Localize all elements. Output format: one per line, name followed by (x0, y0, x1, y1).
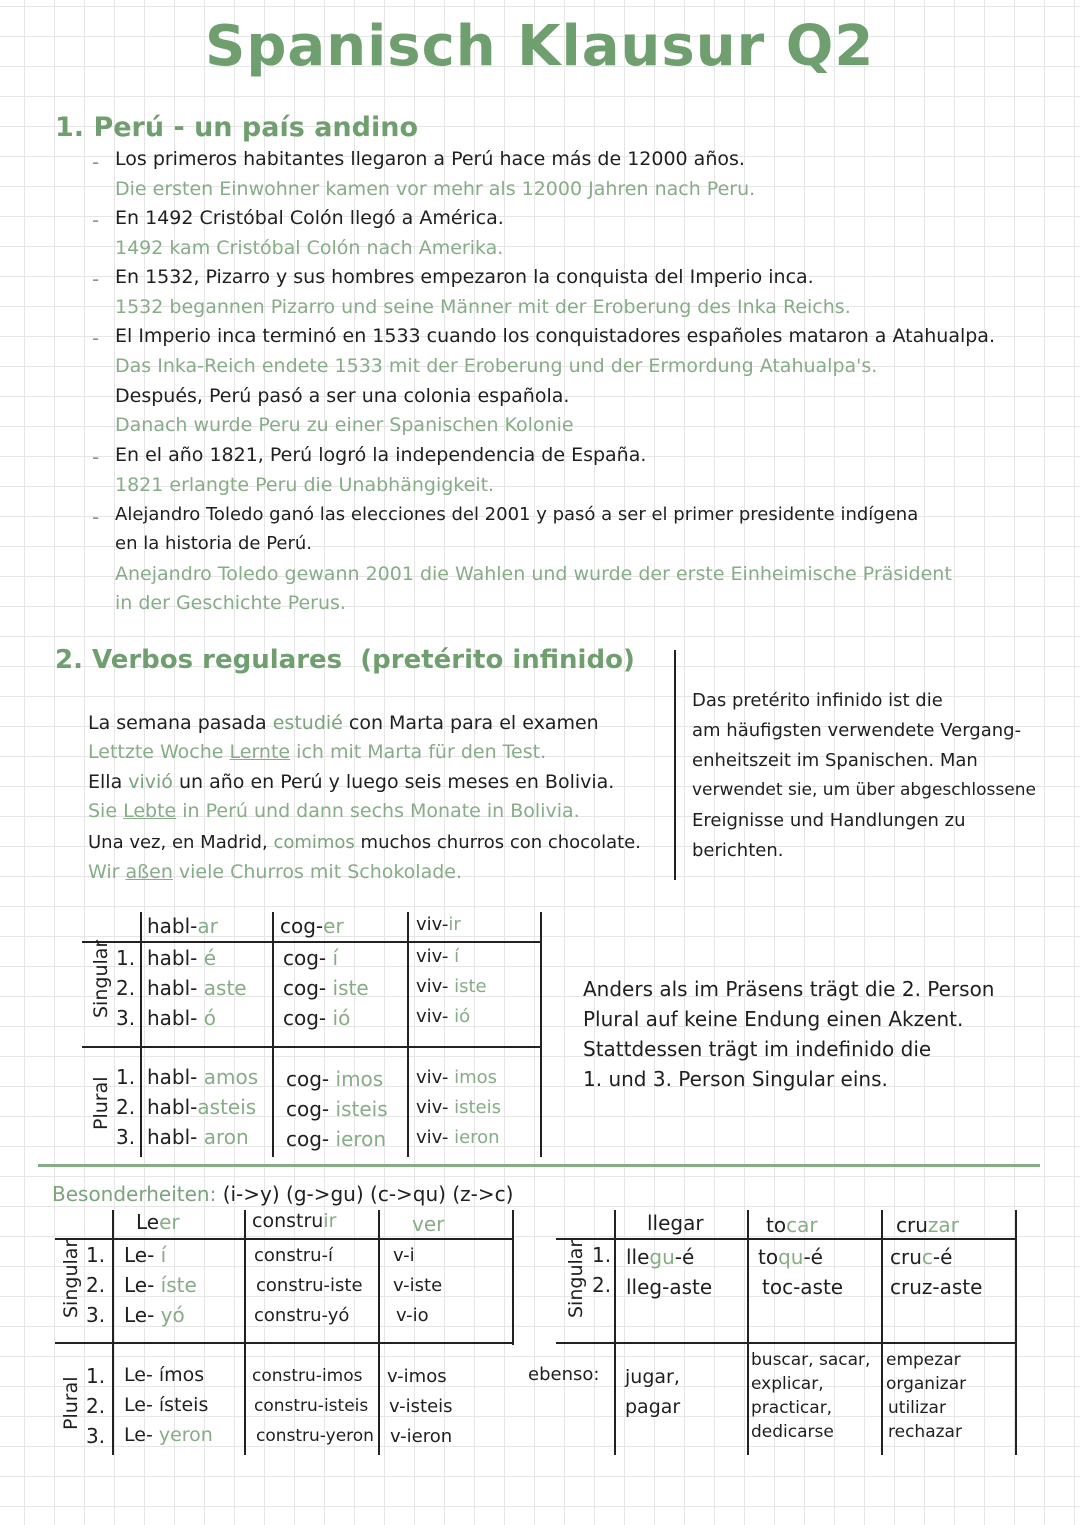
list-item-es: En 1532, Pizarro y sus hombres empezaron la conquista del Imperio inca. (115, 266, 814, 288)
table-cell: cog- í (283, 946, 339, 970)
person-number: 2. (116, 1095, 136, 1119)
table-cell: cog- imos (286, 1067, 384, 1091)
bullet-dash: - (92, 267, 100, 291)
accent-note-line: Anders als im Präsens trägt die 2. Person (583, 977, 995, 1001)
person-number: 1. (116, 946, 136, 970)
list-item-es: En 1492 Cristóbal Colón llegó a América. (115, 207, 504, 229)
table-line (614, 1210, 616, 1455)
example-sentence: La semana pasada estudié con Marta para el examen (88, 712, 599, 734)
table-cell: cruc-é (890, 1245, 953, 1269)
table-cell: v-io (396, 1305, 429, 1326)
table-line (244, 1210, 246, 1455)
section1-heading: 1. Perú - un país andino (55, 112, 418, 143)
table-cell: cruz-aste (890, 1275, 983, 1299)
table-cell: cog- ieron (286, 1127, 387, 1151)
list-item-es: Alejandro Toledo ganó las elecciones del 2001 y pasó a ser el primer presidente indígena (115, 504, 919, 525)
table-cell: Le- íste (124, 1273, 197, 1297)
header-cell: construir (252, 1210, 337, 1232)
divider (674, 650, 676, 880)
side-note-line: verwendet sie, um über abgeschlossene (692, 780, 1036, 800)
table-cell: jugar, (625, 1366, 680, 1388)
bullet-dash: - (92, 505, 100, 529)
list-item-es: Después, Perú pasó a ser una colonia española. (115, 385, 570, 407)
example-sentence: Ella vivió un año en Perú y luego seis meses en Bolivia. (88, 771, 615, 793)
person-number: 2. (86, 1273, 106, 1297)
table-cell: v-i (393, 1245, 415, 1266)
table-line (272, 912, 274, 1157)
side-note-line: enheitszeit im Spanischen. Man (692, 750, 978, 771)
example-translation: Sie Lebte in Perú und dann sechs Monate in Bolivia. (88, 800, 580, 822)
table-cell: v-iste (393, 1275, 443, 1296)
list-item-es: en la historia de Perú. (115, 533, 313, 554)
singular-label: Singular (60, 1239, 82, 1318)
table-cell: constru-iste (256, 1275, 363, 1296)
table-line (82, 941, 542, 943)
section3-heading: Besonderheiten: (i->y) (g->gu) (c->qu) (z->c) (52, 1182, 514, 1206)
example-sentence: Una vez, en Madrid, comimos muchos churros con chocolate. (88, 832, 641, 853)
header-cell: habl-ar (147, 914, 218, 938)
table-cell: empezar (886, 1350, 961, 1370)
list-item-de: 1821 erlangte Peru die Unabhängigkeit. (115, 474, 495, 496)
person-number: 2. (116, 976, 136, 1000)
table-line (512, 1210, 514, 1345)
table-cell: viv- ió (416, 1006, 471, 1027)
table-cell: habl- ó (147, 1006, 217, 1030)
table-cell: cog- iste (283, 976, 369, 1000)
list-item-de: Das Inka-Reich endete 1533 mit der Eroberung und der Ermordung Atahualpa's. (115, 355, 878, 377)
header-cell: llegar (647, 1211, 704, 1235)
table-cell: cog- isteis (286, 1097, 388, 1121)
person-number: 1. (592, 1243, 612, 1267)
bullet-dash: - (92, 208, 100, 232)
example-translation: Wir aßen viele Churros mit Schokolade. (88, 861, 463, 883)
table-cell: llegu-é (626, 1245, 695, 1269)
list-item-de: in der Geschichte Perus. (115, 592, 346, 614)
person-number: 3. (116, 1006, 136, 1030)
table-cell: toc-aste (762, 1275, 844, 1299)
list-item-de: 1532 begannen Pizarro und seine Männer mit der Eroberung des Inka Reichs. (115, 296, 851, 318)
table-line (55, 1342, 513, 1344)
page-title: Spanisch Klausur Q2 (205, 14, 875, 79)
table-cell: Le- yeron (124, 1424, 213, 1446)
person-number: 2. (86, 1394, 106, 1418)
table-cell: constru-isteis (254, 1396, 369, 1416)
person-number: 3. (116, 1125, 136, 1149)
table-cell: practicar, (751, 1398, 833, 1418)
table-cell: pagar (625, 1396, 681, 1418)
table-line (540, 912, 542, 1157)
person-number: 3. (86, 1303, 106, 1327)
table-cell: rechazar (888, 1422, 962, 1442)
header-cell: cog-er (280, 914, 344, 938)
list-item-es: El Imperio inca terminó en 1533 cuando los conquistadores españoles mataron a Atahualpa. (115, 325, 995, 347)
plural-label: Plural (90, 1076, 112, 1130)
header-cell: Leer (136, 1210, 180, 1234)
table-cell: v-imos (387, 1366, 447, 1387)
table-cell: v-isteis (389, 1396, 453, 1417)
table-line (881, 1210, 883, 1455)
header-cell: viv-ir (416, 914, 461, 935)
table-cell: habl-asteis (147, 1095, 257, 1119)
list-item-de: 1492 kam Cristóbal Colón nach Amerika. (115, 237, 504, 259)
section2-heading: 2. Verbos regulares (pretérito infinido) (55, 645, 635, 675)
bullet-dash: - (92, 150, 100, 174)
singular-label: Singular (565, 1239, 587, 1318)
person-number: 1. (86, 1364, 106, 1388)
table-line (378, 1210, 380, 1455)
side-note-line: Ereignisse und Handlungen zu (692, 810, 966, 831)
header-cell: tocar (766, 1213, 818, 1237)
table-cell: Le- ísteis (124, 1394, 209, 1416)
side-note-line: Das pretérito infinido ist die (692, 690, 943, 711)
table-cell: constru-imos (252, 1366, 363, 1386)
table-cell: organizar (886, 1374, 967, 1394)
section-separator (38, 1164, 1040, 1167)
list-item-de: Anejandro Toledo gewann 2001 die Wahlen und wurde der erste Einheimische Präsident (115, 563, 952, 585)
table-line (112, 1210, 114, 1455)
person-number: 1. (116, 1065, 136, 1089)
table-cell: Le- í (124, 1243, 167, 1267)
ebenso-label: ebenso: (528, 1364, 600, 1385)
table-cell: toqu-é (758, 1245, 823, 1269)
example-translation: Lettzte Woche Lernte ich mit Marta für den Test. (88, 741, 547, 763)
person-number: 2. (592, 1273, 612, 1297)
side-note-line: am häufigsten verwendete Vergang- (692, 720, 1022, 741)
table-cell: viv- í (416, 946, 460, 967)
table-line (82, 1046, 542, 1048)
table-cell: viv- iste (416, 976, 487, 997)
header-cell: ver (412, 1212, 445, 1236)
table-cell: habl- aste (147, 976, 247, 1000)
table-line (1015, 1210, 1017, 1455)
table-cell: constru-yeron (256, 1426, 374, 1446)
table-cell: buscar, sacar, (751, 1350, 871, 1370)
list-item-es: En el año 1821, Perú logró la independencia de España. (115, 444, 647, 466)
singular-label: Singular (90, 939, 112, 1018)
table-cell: constru-í (254, 1245, 334, 1266)
table-cell: habl- amos (147, 1065, 259, 1089)
accent-note-line: 1. und 3. Person Singular eins. (583, 1067, 888, 1091)
accent-note-line: Stattdessen trägt im indefinido die (583, 1037, 932, 1061)
table-cell: constru-yó (254, 1305, 350, 1326)
table-cell: habl- aron (147, 1125, 249, 1149)
header-cell: cruzar (896, 1213, 959, 1237)
table-line (747, 1210, 749, 1455)
table-cell: explicar, (751, 1374, 824, 1394)
table-cell: lleg-aste (626, 1275, 713, 1299)
side-note-line: berichten. (692, 840, 784, 861)
table-cell: v-ieron (390, 1426, 453, 1447)
person-number: 1. (86, 1243, 106, 1267)
table-cell: habl- é (147, 946, 217, 970)
table-cell: dedicarse (751, 1422, 834, 1442)
table-cell: utilizar (888, 1398, 946, 1418)
table-cell: Le- yó (124, 1303, 185, 1327)
table-cell: Le- ímos (124, 1364, 205, 1386)
plural-label: Plural (60, 1376, 82, 1430)
table-cell: cog- ió (283, 1006, 351, 1030)
list-item-es: Los primeros habitantes llegaron a Perú hace más de 12000 años. (115, 148, 745, 170)
list-item-de: Danach wurde Peru zu einer Spanischen Kolonie (115, 414, 574, 436)
list-item-de: Die ersten Einwohner kamen vor mehr als 12000 Jahren nach Peru. (115, 178, 756, 200)
table-line (407, 912, 409, 1157)
table-line (556, 1342, 1017, 1344)
table-cell: viv- isteis (416, 1097, 501, 1118)
bullet-dash: - (92, 326, 100, 350)
table-line (556, 1238, 1017, 1240)
accent-note-line: Plural auf keine Endung einen Akzent. (583, 1007, 964, 1031)
bullet-dash: - (92, 445, 100, 469)
table-line (55, 1238, 513, 1240)
table-cell: viv- ieron (416, 1127, 500, 1148)
person-number: 3. (86, 1424, 106, 1448)
table-cell: viv- imos (416, 1067, 497, 1088)
table-line (140, 912, 142, 1157)
